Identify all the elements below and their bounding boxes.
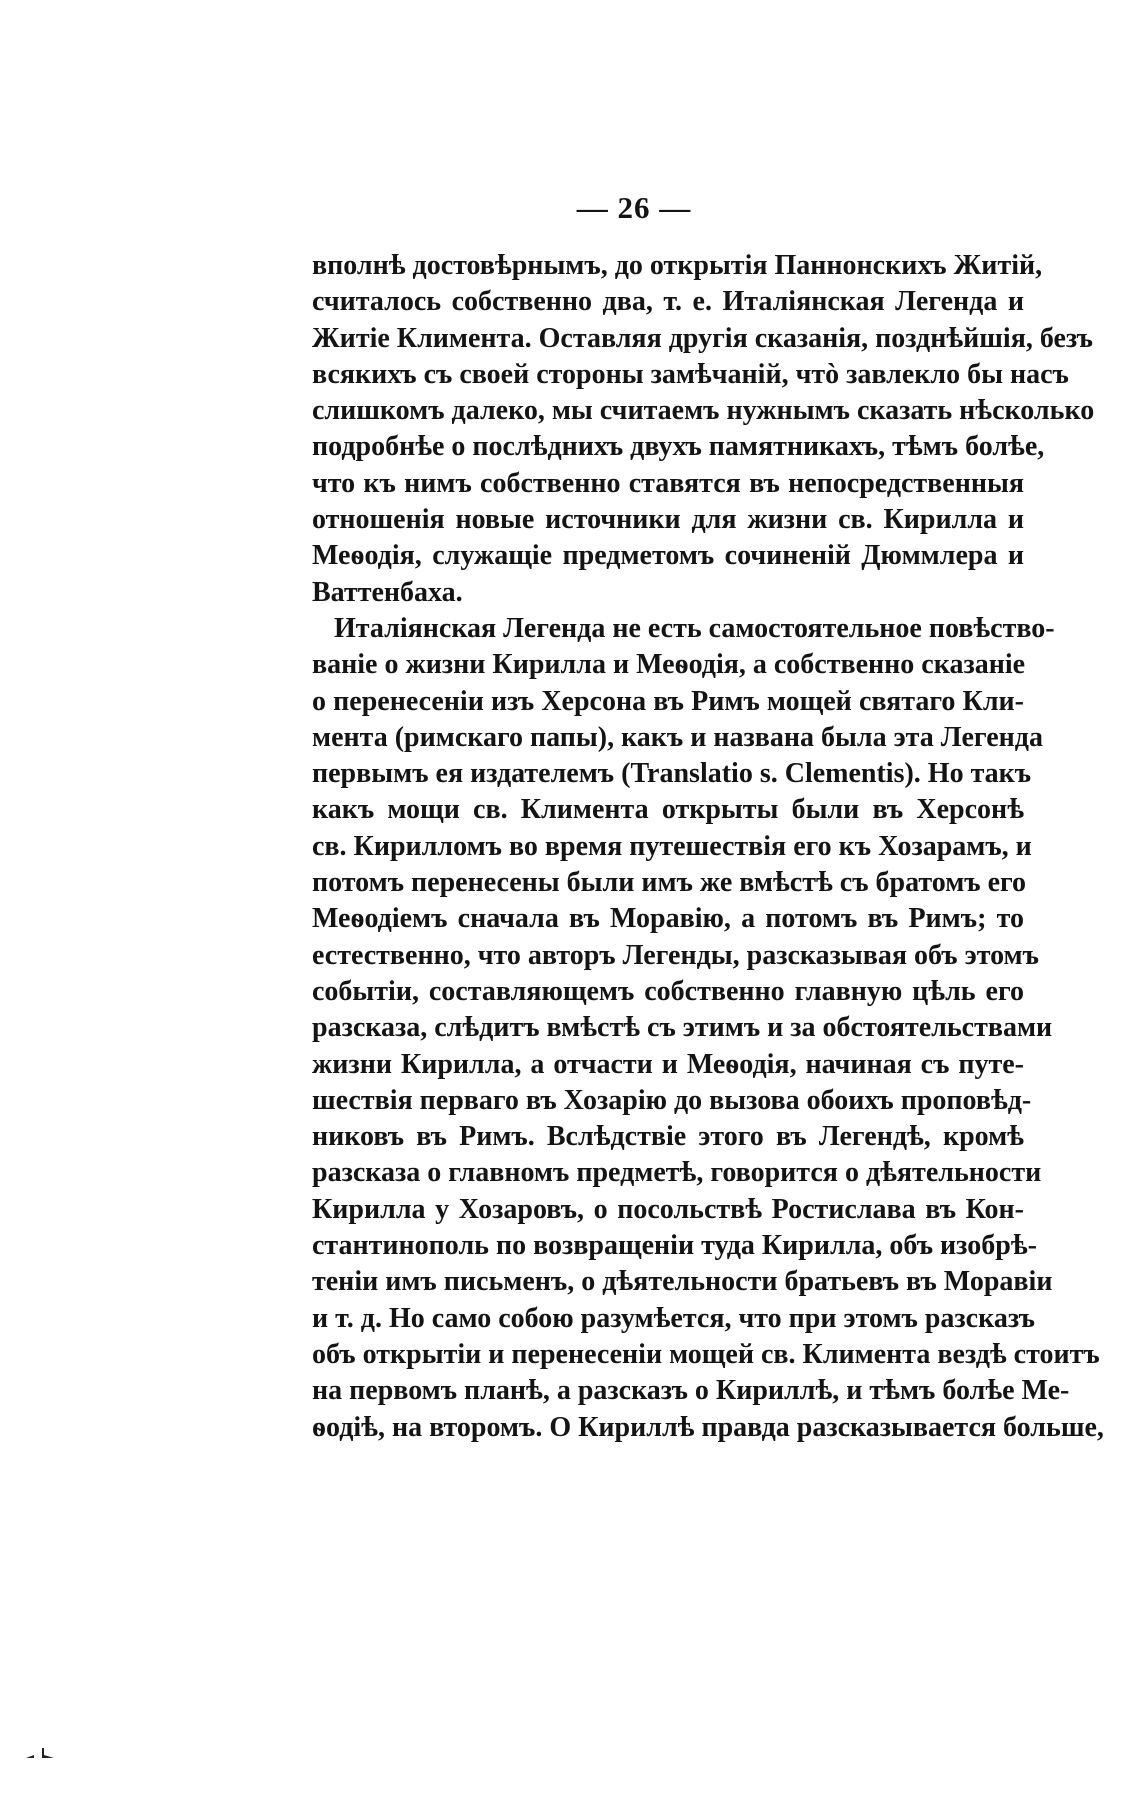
text-line: считалось собственно два, т. е. Италіянская Легенда и [312, 286, 1024, 318]
text-line: Житіе Климента. Оставляя другія сказанія, позднѣйшія, безъ [312, 322, 1094, 354]
text-line: всякихъ съ своей стороны замѣчаній, чтò завлекло бы насъ [312, 358, 1069, 390]
page-number: — 26 — [576, 190, 692, 225]
text-line: событіи, составляющемъ собственно главную цѣль его [312, 975, 1024, 1007]
text-line: Меѳодія, служащіе предметомъ сочиненій Дюммлера и [312, 540, 1024, 572]
text-line: отношенія новые источники для жизни св. Кирилла и [312, 504, 1024, 536]
text-line: разсказа о главномъ предметѣ, говорится о дѣятельности [312, 1157, 1042, 1189]
text-line: подробнѣе о послѣднихъ двухъ памятникахъ, тѣмъ болѣе, [312, 431, 1045, 463]
text-line: и т. д. Но само собою разумѣется, что при этомъ разсказъ [312, 1302, 1035, 1334]
scan-artifact-mark [24, 1746, 64, 1765]
text-line: объ открытіи и перенесеніи мощей св. Климента вездѣ стоитъ [312, 1338, 1100, 1370]
paragraph-1 [312, 248, 1095, 611]
text-line: Меѳодіемъ сначала въ Моравію, а потомъ въ Римъ; то [312, 903, 1024, 935]
text-line: Италіянская Легенда не есть самостоятельное повѣство- [334, 612, 1055, 644]
text-line: какъ мощи св. Климента открыты были въ Херсонѣ [312, 794, 1024, 826]
text-line: о перенесеніи изъ Херсона въ Римъ мощей святаго Кли- [312, 685, 1024, 717]
text-line: разсказа, слѣдитъ вмѣстѣ съ этимъ и за обстоятельствами [312, 1012, 1053, 1044]
text-line: св. Кирилломъ во время путешествія его къ Хозарамъ, и [312, 830, 1032, 862]
text-line: ваніе о жизни Кирилла и Меѳодія, а собственно сказаніе [312, 649, 1026, 681]
text-line: жизни Кирилла, а отчасти и Меѳодія, начиная съ путе- [312, 1048, 1024, 1080]
text-line: теніи имъ письменъ, о дѣятельности братьевъ въ Моравіи [312, 1266, 1053, 1298]
text-line: стантинополь по возвращеніи туда Кирилла, объ изобрѣ- [312, 1230, 1037, 1262]
text-line: мента (римскаго папы), какъ и названа была эта Легенда [312, 721, 1043, 753]
text-line: на первомъ планѣ, а разсказъ о Кириллѣ, и тѣмъ болѣе Ме- [312, 1375, 1070, 1407]
body-text [312, 248, 1104, 1446]
text-line: Ваттенбаха. [312, 576, 463, 608]
text-line: что къ нимъ собственно ставятся въ непосредственныя [312, 467, 1024, 499]
paragraph-2 [312, 611, 1104, 1446]
text-line: Кирилла у Хозаровъ, о посольствѣ Ростислава въ Кон- [312, 1193, 1024, 1225]
scan-artifact-icon [24, 1746, 64, 1760]
text-line: естественно, что авторъ Легенды, разсказывая объ этомъ [312, 939, 1039, 971]
text-line: шествія перваго въ Хозарію до вызова обоихъ проповѣд- [312, 1084, 1032, 1116]
text-line: никовъ въ Римъ. Вслѣдствіе этого въ Легендѣ, кромѣ [312, 1121, 1024, 1153]
text-line: потомъ перенесены были имъ же вмѣстѣ съ братомъ его [312, 867, 1027, 899]
text-line: вполнѣ достовѣрнымъ, до открытія Паннонскихъ Житій, [312, 250, 1043, 281]
text-line: ѳодіѣ, на второмъ. О Кириллѣ правда разсказывается больше, [312, 1411, 1104, 1443]
text-line: первымъ ея издателемъ (Translatio s. Clementis). Но такъ [312, 758, 1032, 790]
text-line: слишкомъ далеко, мы считаемъ нужнымъ сказать нѣсколько [312, 395, 1095, 427]
